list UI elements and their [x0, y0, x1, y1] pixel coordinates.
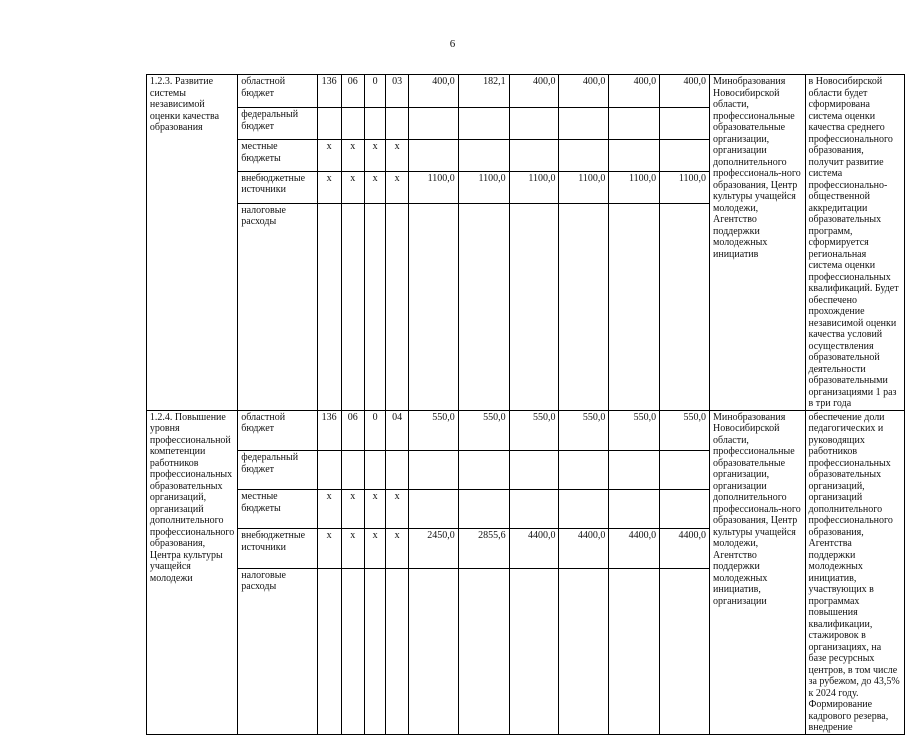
table-row	[118, 410, 905, 451]
financing-value-cell: 1100,0	[458, 171, 509, 203]
financing-value-cell: 1100,0	[509, 171, 559, 203]
executor-cell: Минобразования Новосибирской области, профессиональные образовательные организации, организации дополнительного профессиональ-ного образования, Центр культуры учащейся молодежи, Агентство поддержки молодежных инициатив, организации	[710, 410, 806, 734]
budget-code-cell	[386, 108, 409, 140]
financing-value-cell	[660, 568, 710, 734]
budget-code-cell: 06	[341, 410, 365, 451]
financing-value-cell	[559, 490, 609, 529]
financing-value-cell	[559, 140, 609, 172]
financing-value-cell: 1100,0	[609, 171, 660, 203]
budget-code-cell: x	[317, 140, 341, 172]
budget-code-cell: 06	[341, 75, 365, 108]
financing-value-cell	[458, 140, 509, 172]
financing-value-cell: 2855,6	[458, 529, 509, 568]
budget-code-cell	[386, 451, 409, 490]
financing-value-cell	[509, 490, 559, 529]
financing-value-cell: 400,0	[559, 75, 609, 108]
financing-value-cell	[458, 203, 509, 410]
budget-code-cell	[386, 203, 409, 410]
budget-code-cell	[365, 203, 386, 410]
budget-code-cell	[365, 108, 386, 140]
financing-value-cell	[408, 568, 458, 734]
budget-code-cell: x	[317, 171, 341, 203]
financing-value-cell	[609, 568, 660, 734]
financing-value-cell	[609, 490, 660, 529]
financing-value-cell	[458, 490, 509, 529]
financing-value-cell	[559, 568, 609, 734]
financing-value-cell	[408, 490, 458, 529]
budget-code-cell: 0	[365, 410, 386, 451]
financing-value-cell: 550,0	[408, 410, 458, 451]
executor-cell: Минобразования Новосибирской области, профессиональные образовательные организации, организации дополнительного профессиональ-ного образования, Центр культуры учащейся молодежи, Агентство поддержки молодежных инициатив	[710, 75, 806, 411]
financing-value-cell	[509, 140, 559, 172]
financing-value-cell	[609, 108, 660, 140]
financing-value-cell	[660, 203, 710, 410]
financing-value-cell	[509, 451, 559, 490]
budget-code-cell: x	[386, 171, 409, 203]
financing-value-cell: 400,0	[408, 75, 458, 108]
funding-source: областной бюджет	[238, 75, 317, 108]
funding-source: федеральный бюджет	[238, 451, 317, 490]
budget-code-cell: x	[341, 140, 365, 172]
budget-code-cell: 136	[317, 410, 341, 451]
financing-value-cell	[559, 451, 609, 490]
budget-code-cell: x	[341, 529, 365, 568]
financing-value-cell: 1100,0	[408, 171, 458, 203]
financing-value-cell: 400,0	[509, 75, 559, 108]
financing-value-cell: 4400,0	[509, 529, 559, 568]
expected-result-cell: в Новосибирской области будет сформирована система оценки качества среднего профессионального образования, получит развитие система профессионально-общественной аккредитации образовательных программ, сформируется региональная система оценки профессиональных квалификаций. Будет обеспечено прохождение независимой оценки качества условий осуществления образовательной деятельности образовательными организациями 1 раз в три года	[805, 75, 905, 411]
funding-source: местные бюджеты	[238, 490, 317, 529]
budget-code-cell	[317, 451, 341, 490]
measure-title: 1.2.3. Развитие системы независимой оценки качества образования	[146, 75, 237, 411]
budget-code-cell: x	[341, 490, 365, 529]
financing-value-cell: 4400,0	[609, 529, 660, 568]
financing-value-cell	[609, 140, 660, 172]
financing-value-cell	[408, 108, 458, 140]
financing-value-cell: 400,0	[609, 75, 660, 108]
financing-value-cell	[609, 203, 660, 410]
budget-code-cell: x	[365, 171, 386, 203]
financing-value-cell	[660, 451, 710, 490]
financing-value-cell: 2450,0	[408, 529, 458, 568]
financing-value-cell: 550,0	[559, 410, 609, 451]
budget-code-cell: x	[365, 490, 386, 529]
financing-value-cell	[458, 108, 509, 140]
left-margin-cell	[118, 410, 146, 734]
budget-code-cell: 03	[386, 75, 409, 108]
financing-value-cell: 4400,0	[559, 529, 609, 568]
financing-value-cell: 550,0	[509, 410, 559, 451]
budget-code-cell: x	[386, 529, 409, 568]
left-margin-cell	[118, 75, 146, 411]
financing-value-cell	[458, 568, 509, 734]
funding-source: налоговые расходы	[238, 568, 317, 734]
budget-code-cell: x	[317, 490, 341, 529]
budget-code-cell	[365, 451, 386, 490]
financing-value-cell	[609, 451, 660, 490]
financing-value-cell: 1100,0	[660, 171, 710, 203]
measure-title: 1.2.4. Повышение уровня профессиональной компетенции работников профессиональных образовательных организаций, организаций дополнительного профессионального образования, Центра культуры учащейся молодежи	[146, 410, 237, 734]
funding-source: местные бюджеты	[238, 140, 317, 172]
financing-value-cell: 4400,0	[660, 529, 710, 568]
budget-code-cell: x	[365, 140, 386, 172]
financing-value-cell	[660, 490, 710, 529]
budget-code-cell: 136	[317, 75, 341, 108]
budget-code-cell	[317, 568, 341, 734]
financing-value-cell: 550,0	[609, 410, 660, 451]
financing-value-cell	[660, 108, 710, 140]
budget-code-cell: x	[386, 490, 409, 529]
budget-code-cell	[341, 203, 365, 410]
financing-value-cell	[559, 203, 609, 410]
financing-value-cell	[408, 451, 458, 490]
funding-source: налоговые расходы	[238, 203, 317, 410]
budget-code-cell	[341, 451, 365, 490]
expected-result-cell: обеспечение доли педагогических и руководящих работников профессиональных образовательных организаций, организаций дополнительного профессионального образования, Агентства поддержки молодежных инициатив, участвующих в программах повышения квалификации, стажировок в организациях, на базе ресурсных центров, в том числе за рубежом, до 43,5% к 2024 году. Формирование кадрового резерва, внедрение	[805, 410, 905, 734]
budget-code-cell: x	[317, 529, 341, 568]
financing-value-cell	[559, 108, 609, 140]
budget-code-cell: x	[386, 140, 409, 172]
financing-value-cell: 550,0	[458, 410, 509, 451]
table-row	[118, 75, 905, 108]
funding-source: федеральный бюджет	[238, 108, 317, 140]
financing-value-cell	[408, 203, 458, 410]
budget-code-cell	[386, 568, 409, 734]
financing-value-cell	[509, 108, 559, 140]
financing-value-cell: 400,0	[660, 75, 710, 108]
financing-value-cell	[509, 568, 559, 734]
program-measures-table	[118, 74, 905, 735]
budget-code-cell: 04	[386, 410, 409, 451]
financing-value-cell: 550,0	[660, 410, 710, 451]
financing-value-cell: 1100,0	[559, 171, 609, 203]
budget-code-cell	[317, 203, 341, 410]
budget-code-cell: x	[341, 171, 365, 203]
budget-code-cell	[341, 108, 365, 140]
budget-code-cell: 0	[365, 75, 386, 108]
page-number: 6	[449, 38, 456, 50]
financing-value-cell	[509, 203, 559, 410]
budget-code-cell	[341, 568, 365, 734]
funding-source: внебюджетные источники	[238, 529, 317, 568]
budget-code-cell	[365, 568, 386, 734]
budget-code-cell	[317, 108, 341, 140]
financing-value-cell: 182,1	[458, 75, 509, 108]
financing-value-cell	[660, 140, 710, 172]
financing-value-cell	[408, 140, 458, 172]
funding-source: внебюджетные источники	[238, 171, 317, 203]
financing-value-cell	[458, 451, 509, 490]
budget-code-cell: x	[365, 529, 386, 568]
funding-source: областной бюджет	[238, 410, 317, 451]
